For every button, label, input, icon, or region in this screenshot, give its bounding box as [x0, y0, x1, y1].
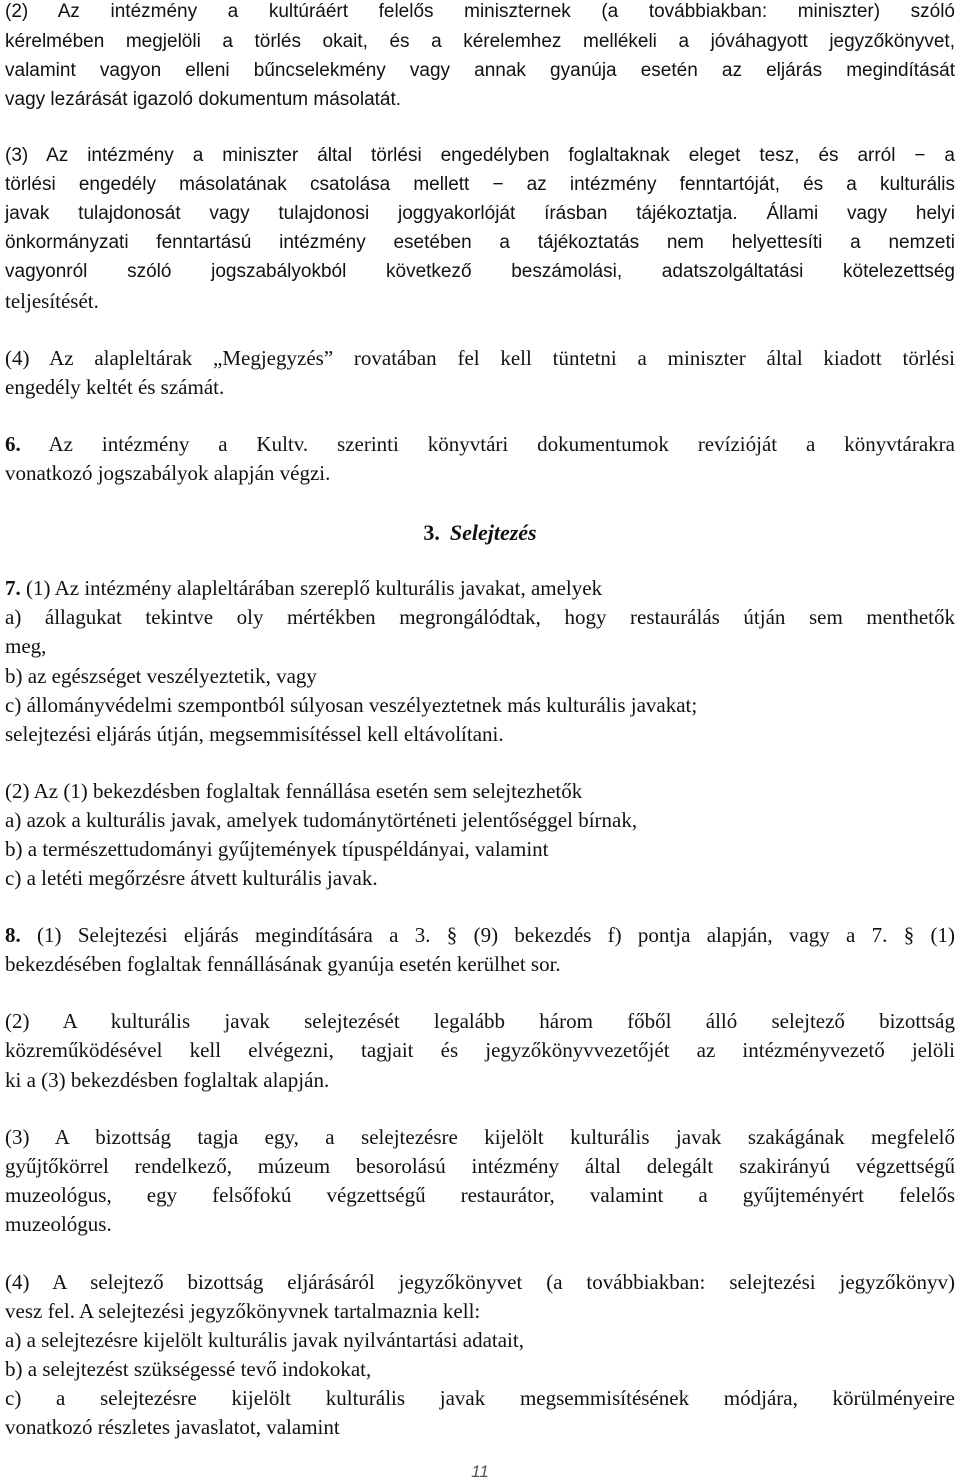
section-8-line: bekezdésében foglaltak fennállásának gyanúja esetén kerülhet sor.	[5, 952, 561, 976]
chapter-heading	[0, 519, 960, 547]
section-8-3-line: muzeológus, egy felsőfokú végzettségű restaurátor, valamint a gyűjteményért felelős	[5, 1183, 955, 1207]
section-7-line: meg,	[5, 634, 47, 658]
page-number: 11	[471, 1462, 489, 1481]
section-7-2-line: c) a letéti megőrzésre átvett kulturális javak.	[5, 866, 378, 890]
paragraph-2-line: vagy lezárását igazoló dokumentum másolatát.	[5, 89, 402, 110]
paragraph-4-line: engedély keltét és számát.	[5, 375, 225, 399]
section-6-text: Az intézmény a Kultv. szerinti könyvtári dokumentumok revízióját a könyvtárakra	[20, 432, 955, 456]
section-8-3-line: gyűjtőkörrel rendelkező, múzeum besorolású intézmény által delegált szakirányú végzettségű	[5, 1154, 955, 1178]
section-7-line	[5, 576, 955, 600]
paragraph-2-line: (2) Az intézmény a kultúráért felelős miniszternek (a továbbiakban: miniszter) szóló	[5, 1, 955, 22]
section-7-2-line: b) a természettudományi gyűjtemények típuspéldányai, valamint	[5, 837, 549, 861]
section-8-text: (1) Selejtezési eljárás megindítására a 3. § (9) bekezdés f) pontja alapján, vagy a 7. § (1)	[20, 923, 955, 947]
section-8-2-line: közreműködésével kell elvégezni, tagjait és jegyzőkönyvvezetőjét az intézményvezető jelöli	[5, 1038, 955, 1062]
section-6-line: vonatkozó jogszabályok alapján végzi.	[5, 461, 331, 485]
section-8-4-line: a) a selejtezésre kijelölt kulturális javak nyilvántartási adatait,	[5, 1328, 524, 1352]
section-8-4-line: vesz fel. A selejtezési jegyzőkönyvnek tartalmaznia kell:	[5, 1299, 481, 1323]
paragraph-2-line: valamint vagyon elleni bűncselekmény vagy annak gyanúja esetén az eljárás megindítását	[5, 60, 955, 81]
section-7-line: c) állományvédelmi szempontból súlyosan veszélyeztetnek más kulturális javakat;	[5, 693, 698, 717]
paragraph-4-line: (4) Az alapleltárak „Megjegyzés” rovatában fel kell tüntetni a miniszter által kiadott törlési	[5, 346, 955, 370]
paragraph-3-line: javak tulajdonosát vagy tulajdonosi joggyakorlóját írásban tájékoztatja. Állami vagy helyi	[5, 203, 955, 224]
section-number: 7.	[5, 576, 21, 600]
section-7-line: a) állagukat tekintve oly mértékben megrongálódtak, hogy restaurálás útján sem menthetők	[5, 605, 955, 629]
section-8-4-line: vonatkozó részletes javaslatot, valamint	[5, 1415, 340, 1439]
paragraph-3-line: teljesítését.	[5, 289, 99, 313]
section-8-2-line: ki a (3) bekezdésben foglaltak alapján.	[5, 1068, 330, 1092]
section-8-line	[5, 923, 955, 947]
section-7-text: (1) Az intézmény alapleltárában szereplő kulturális javakat, amelyek	[20, 576, 603, 600]
section-7-line: selejtezési eljárás útján, megsemmisítéssel kell eltávolítani.	[5, 722, 504, 746]
section-8-4-line: (4) A selejtező bizottság eljárásáról jegyzőkönyvet (a továbbiakban: selejtezési jegyzőkönyv)	[5, 1270, 955, 1294]
section-7-2-line: a) azok a kulturális javak, amelyek tudománytörténeti jelentőséggel bírnak,	[5, 808, 638, 832]
section-8-4-line: c) a selejtezésre kijelölt kulturális javak megsemmisítésének módjára, körülményeire	[5, 1386, 955, 1410]
paragraph-3-line: (3) Az intézmény a miniszter által törlési engedélyben foglaltaknak eleget tesz, és arról − a	[5, 145, 955, 166]
paragraph-3-line: vagyonról szóló jogszabályokból következő beszámolási, adatszolgáltatási kötelezettség	[5, 261, 955, 282]
section-8-2-line: (2) A kulturális javak selejtezését legalább három főből álló selejtező bizottság	[5, 1009, 955, 1033]
heading-title: Selejtezés	[449, 520, 537, 545]
section-7-2-line: (2) Az (1) bekezdésben foglaltak fennállása esetén sem selejtezhetők	[5, 779, 583, 803]
section-8-3-line: muzeológus.	[5, 1212, 112, 1236]
paragraph-2-line: kérelmében megjelöli a törlés okait, és a kérelemhez mellékeli a jóváhagyott jegyzőkönyvet,	[5, 31, 955, 52]
section-number: 8.	[5, 923, 21, 947]
heading-number: 3.	[423, 520, 440, 545]
section-8-3-line: (3) A bizottság tagja egy, a selejtezésre kijelölt kulturális javak szakágának megfelelő	[5, 1125, 955, 1149]
section-number: 6.	[5, 432, 21, 456]
section-6-line	[5, 432, 955, 456]
paragraph-3-line: törlési engedély másolatának csatolása mellett − az intézmény fenntartóját, és a kulturális	[5, 174, 955, 195]
section-8-4-line: b) a selejtezést szükségessé tevő indokokat,	[5, 1357, 372, 1381]
paragraph-3-line: önkormányzati fenntartású intézmény esetében a tájékoztatás nem helyettesíti a nemzeti	[5, 232, 955, 253]
section-7-line: b) az egészséget veszélyeztetik, vagy	[5, 664, 317, 688]
